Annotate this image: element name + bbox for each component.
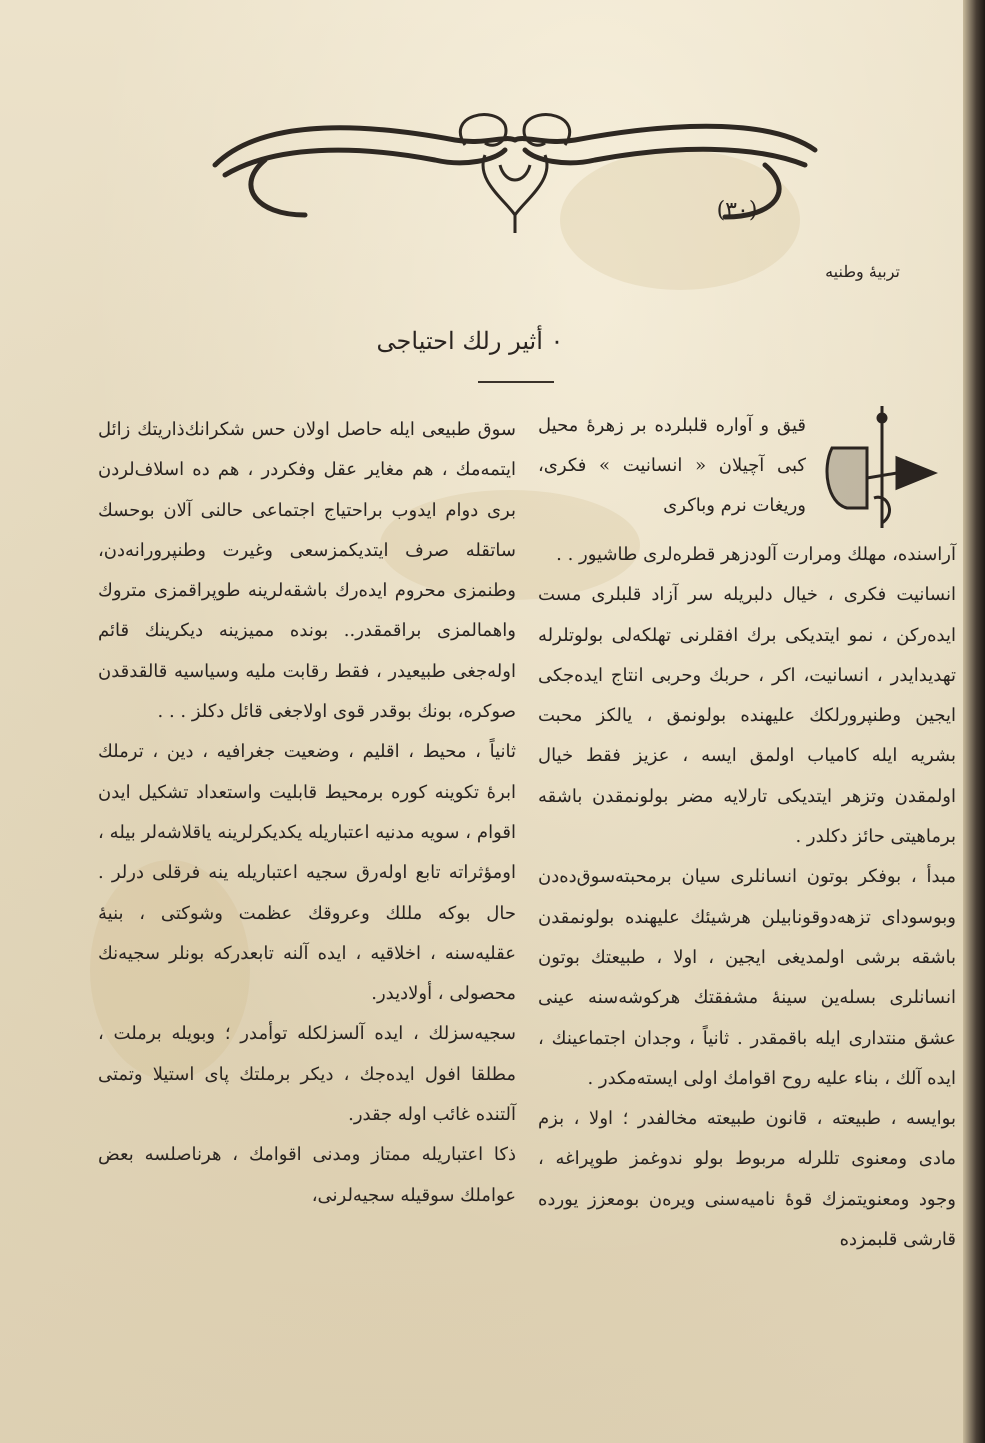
decorative-initial-icon bbox=[812, 398, 940, 538]
opening-paragraph: قیق و آواره قلبلرده بر زهرهٔ محیل کبی آچیلان « انسانیت » فکری، وریغات نرم وباکری bbox=[538, 415, 806, 516]
left-column bbox=[98, 410, 516, 1216]
paragraph: مبدأ ، بوفکر بوتون انسانلری سیان برمحبته‌سوق‌ده‌دن وبوسودای تزهه‌دوقونابیلن هرشیئك علیهنده بولونمقدن باشقه برشی اولمدیغی ایجین ، اولا ، طبیعتك بوتون انسانلری بسله‌ین سینهٔ مشفقتك هرکوشه‌سنه عینی عشق منتداری ایله باقمقدر . ثانیاً ، وجدان اجتماعینك ، ایده آلك ، بناء علیه روح اقوامك اولی ایسته‌مکدر . bbox=[538, 866, 956, 1089]
paragraph: سجیه‌سزلك ، ایده آلسزلکله توأمدر ؛ وبویله برملت ، مطلقا افول ایده‌جك ، دیکر برملتك پای استیلا وتمتی آلتنده غائب اوله جقدر. bbox=[98, 1023, 516, 1126]
section-label: تربیهٔ وطنیه bbox=[825, 262, 900, 281]
book-spine-edge bbox=[963, 0, 985, 1443]
article-title: ٠ أثیر رلك احتیاجی bbox=[376, 327, 564, 355]
page-number: (٣٠) bbox=[716, 198, 758, 223]
title-divider bbox=[478, 381, 554, 383]
paragraph: آراسنده، مهلك ومرارت آلودزهر قطره‌لری طاشیور . . bbox=[556, 544, 956, 565]
paragraph: بوایسه ، طبیعته ، قانون طبیعته مخالفدر ؛ اولا ، بزم مادی ومعنوی تللرله مربوط بولو ندوغمز طوپراغه ، وجود ومعنویتمزك قوهٔ نامیه‌سنی ویره‌ن بومعزز یورده قارشی قلبمزده bbox=[538, 1108, 956, 1251]
paragraph: انسانیت فکری ، خیال دلبریله سر آزاد قلبلری مست ایده‌رکن ، نمو ایتدیکی برك افقلرنی تهلکه‌لی بولوتلرله تهدیدایدر ، انسانیت، اکر ، حربك وحربی انتاج ایده‌جکی ایجین وطنپرورلکك علیهنده بولونمق ، یالکز محبت بشریه ایله کامیاب اولمق ایسه ، عزیز فقط خیال اولمقدن وتزهر ایتدیکی تارلایه مضر بولونمقدن باشقه برماهیتی حائز دکلدر . bbox=[538, 584, 956, 848]
right-column bbox=[538, 535, 956, 1260]
paragraph: ذکا اعتباریله ممتاز ومدنی اقوامك ، هرناصلسه بعض عواملك سوقیله سجیه‌لرنی، bbox=[98, 1144, 516, 1206]
paragraph: سوق طبیعی ایله حاصل اولان حس شکرانك‌ذاریتك زائل ایتمه‌مك ، هم مغایر عقل وفکردر ، هم ده اسلاف‌لردن بری دوام ایدوب براحتیاج اجتماعی حالنی آلان بوحسك ساتقله صرف ایتدیکمزسعی وغیرت وطنپرورانه‌دن، وطنمزی محروم ایده‌رك باشقه‌لرینه طوپراقمزی متروك واهمالمزی براقمقدر.. بونده ممیزینه دیکرینك قائم اوله‌جغی طبیعیدر ، فقط رقابت ملیه وسیاسیه قالقدقدن صوکره، بونك بوقدر قوی اولاجغی قائل دکلز . . . bbox=[98, 419, 516, 723]
paragraph: ثانیاً ، محیط ، اقلیم ، وضعیت جغرافیه ، دین ، ترملك ابرهٔ تکوینه کوره برمحیط قابلیت واستعداد تشکیل ایدن اقوام ، سویه مدنیه اعتباریله یکدیکرلرینه یاقلاشه‌لر بیله ، اومؤثراته تابع اوله‌رق سجیه اعتباریله ینه فرقلی درلر . حال بوکه مللك وعروقك عظمت وشوکتی ، بنیهٔ عقلیه‌سنه ، اخلاقیه ، ایده آلنه تابعدرکه بونلر سجیه‌نك محصولی ، أولادیدر. bbox=[98, 741, 516, 1005]
